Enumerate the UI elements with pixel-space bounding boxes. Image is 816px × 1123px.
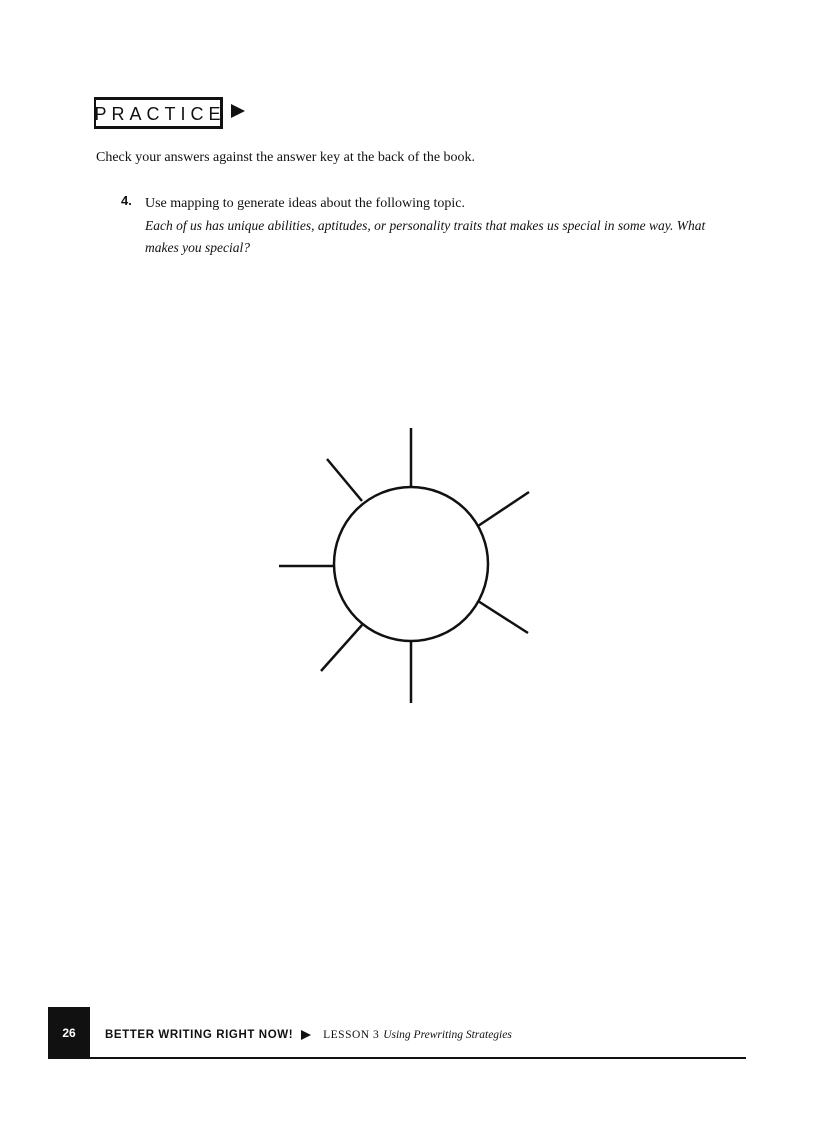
map-spoke-top-right [478, 492, 529, 526]
instructions-text: Check your answers against the answer key at the back of the book. [96, 150, 476, 165]
item-topic: Each of us has unique abilities, aptitudes, or personality traits that makes us special in some way. What makes you special? [145, 218, 706, 255]
map-spoke-top-left [327, 459, 362, 501]
practice-heading: PRACTICE [94, 97, 223, 129]
page-number: 26 [48, 1007, 90, 1059]
item-number: 4. [121, 193, 132, 208]
footer-rule [48, 1057, 746, 1059]
footer-lesson: LESSON 3 [323, 1029, 380, 1041]
footer-book-title: BETTER WRITING RIGHT NOW! [105, 1029, 294, 1041]
item-prompt: Use mapping to generate ideas about the following topic. [145, 196, 465, 211]
map-spoke-bottom-left [321, 625, 362, 671]
map-spoke-bottom-right [478, 601, 528, 633]
map-center-circle [334, 487, 488, 641]
running-footer [105, 1029, 512, 1041]
footer-lesson-topic: Using Prewriting Strategies [383, 1029, 512, 1041]
footer-arrow-icon [301, 1030, 311, 1040]
